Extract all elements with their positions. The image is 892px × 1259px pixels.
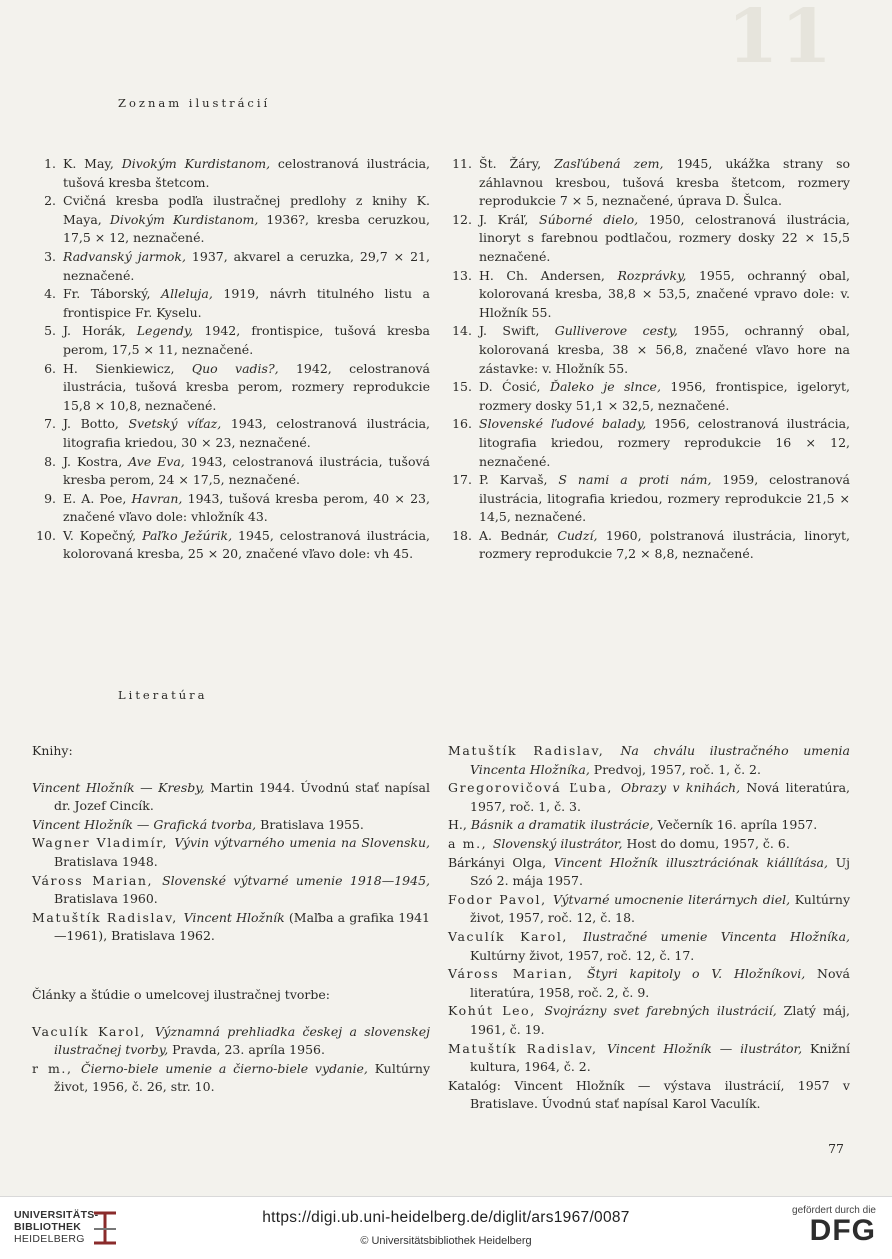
books-label: Knihy: [32,743,73,758]
plain-text: J. Kostra, [63,453,129,469]
permalink-url[interactable]: https://digi.ub.uni-heidelberg.de/diglit/ars1967/0087 [262,1209,630,1226]
plain-text: Fr. Táborský, [63,286,162,302]
title-text: Slovenské ľudové balady, [479,416,647,432]
plain-text: Host do domu, 1957, č. 6. [622,835,790,851]
entry-number: 17. [452,472,472,488]
plain-text: J. Kráľ, [479,211,540,227]
entry-number: 12. [452,211,472,227]
entry-number: 10. [36,527,56,543]
bibliography-entry [448,1077,850,1114]
title-text: Obrazy v knihách, [620,780,741,796]
bibliography-entry [32,872,430,909]
illustration-entry [32,453,430,490]
dfg-logo [792,1205,876,1246]
author-text: Váross Marian, [32,872,163,888]
entry-number: 16. [452,416,472,432]
bibliography-entry [448,854,850,891]
author-text: Gregorovičová Ľuba, [448,780,621,796]
literature-heading: Literatúra [118,688,208,702]
illustration-entry [448,471,850,527]
plain-text: 1945, ukážka strany so záhlavnou kresbou, tušová kresba štetcom, rozmery reprodukcie 7 × 5, neznačené, úprava D. Šulca. [479,156,851,209]
illustration-entry [32,490,430,527]
title-text: Zasľúbená zem, [554,156,664,171]
plain-text: celostranová ilustrácia, tušová kresba štetcom. [63,156,431,190]
plain-text: 1936?, kresba ceruzkou, 17,5 × 12, neznačené. [63,211,430,246]
literature-left-column [32,742,430,1097]
plain-text: E. A. Poe, [63,490,132,506]
plain-text: 1950, celostranová ilustrácia, linoryt s farebnou podtlačou, rozmery dosky 22 × 15,5 neznačené. [479,211,850,264]
illustration-entry [448,155,850,211]
plain-text: 1956, frontispice, igeloryt, rozmery dosky 51,1 × 32,5, neznačené. [479,379,850,413]
plain-text: V. Kopečný, [63,527,143,543]
plain-text: Pravda, 23. apríla 1956. [168,1042,325,1058]
illustration-entry [448,415,850,471]
plain-text: D. Ćosić, [479,379,550,395]
plain-text: Št. Žáry, [479,156,555,171]
title-text: Havran, [131,490,183,506]
bibliography-entry [448,742,850,779]
illustrations-left-column [32,155,430,564]
copyright-notice: © Universitätsbibliothek Heidelberg [360,1235,532,1247]
funded-by-text: gefördert durch die [792,1205,876,1216]
plain-text: H. Ch. Andersen, [479,267,618,283]
plain-text: Zlatý máj, 1961, č. 19. [470,1003,850,1037]
plain-text: Nová literatúra, 1957, roč. 1, č. 3. [470,780,851,814]
title-text: Vincent Hložník — ilustrátor, [607,1040,803,1056]
entry-number: 1. [44,156,56,171]
plain-text: 1960, polstranová ilustrácia, linoryt, rozmery reprodukcie 7,2 × 8,8, neznačené. [479,527,850,562]
plain-text: Večerník 16. apríla 1957. [653,817,818,833]
bibliography-entry [32,1060,430,1097]
entry-number: 9. [44,490,56,506]
bibliography-entry [32,909,430,946]
plain-text: Kultúrny život, 1957, roč. 12, č. 18. [470,891,851,926]
plain-text: J. Swift, [479,323,555,339]
illustration-entry [32,155,430,192]
title-text: Divokým Kurdistanom, [109,211,259,227]
entry-number: 14. [452,323,472,339]
plain-text: K. May, [63,156,122,171]
entry-number: 15. [452,379,472,395]
illustration-entry [448,322,850,378]
title-text: Divokým Kurdistanom, [121,156,271,171]
title-text: Ilustračné umenie Vincenta Hložníka, [582,928,850,944]
page-number: 77 [828,1141,844,1156]
title-text: Alleluja, [161,286,213,302]
illustrations-heading: Zoznam ilustrácií [118,96,271,110]
plain-text: Bárkányi Olga, [448,854,554,870]
illustration-entry [32,360,430,416]
illustration-entry [448,211,850,267]
author-text: a m., [448,835,493,851]
title-text: Slovenské výtvarné umenie 1918—1945, [162,872,430,888]
books-list [32,779,430,946]
bibliography-entry [448,965,850,1002]
plain-text: Katalóg: Vincent Hložník — výstava ilustrácií, 1957 v Bratislave. Úvodnú stať napísal Karol Vaculík. [448,1077,850,1112]
title-text: Výtvarné umocnenie literárnych diel, [552,891,791,907]
title-text: Quo vadis?, [191,360,279,376]
title-text: Legendy, [136,323,194,339]
title-text: S nami a proti nám, [558,472,712,488]
illustration-entry [32,322,430,359]
plain-text: 1943, tušová kresba perom, 40 × 23, značené vľavo dole: vhložník 43. [63,490,430,525]
plain-text: 1942, celostranová ilustrácia, tušová kresba perom, rozmery reprodukcie 15,8 × 10,8, neznačené. [63,360,431,413]
title-text: Na chválu ilustračného umenia Vincenta Hložníka, [470,743,850,777]
plain-text: H. Sienkiewicz, [63,360,192,376]
title-text: Radvanský jarmok, [63,248,186,264]
title-text: Ďaleko je slnce, [549,379,661,395]
plain-text: Martin 1944. Úvodnú stať napísal dr. Jozef Cincík. [54,779,430,814]
bibliography-entry [448,1040,850,1077]
plain-text: Knižní kultura, 1964, č. 2. [470,1040,851,1075]
author-text: Vaculík Karol, [32,1023,155,1039]
bibliography-entry [448,928,850,965]
illustration-entry [448,527,850,564]
plain-text: 1943, celostranová ilustrácia, tušová kresba perom, 24 × 17,5, neznačené. [63,453,430,488]
plain-text: 1955, ochranný obal, kolorovaná kresba, 38 × 56,8, značené vľavo hore na zástavke: v. Hložník 55. [479,323,851,376]
title-text: Významná prehliadka českej a slovenskej ilustračnej tvorby, [54,1023,430,1058]
plain-text: A. Bednár, [479,527,558,543]
title-text: Paľko Ježúrik, [142,527,233,543]
illustration-entry [32,527,430,564]
entry-number: 4. [44,286,56,302]
bibliography-entry [32,779,430,816]
bibliography-entry [448,779,850,816]
logo-line-3: HEIDELBERG [14,1233,85,1245]
bibliography-entry [448,816,850,835]
entry-number: 5. [44,323,56,339]
title-text: Čierno-biele umenie a čierno-biele vydanie, [81,1060,368,1076]
entry-number: 18. [452,527,472,543]
bibliography-entry [32,1023,430,1060]
plain-text: P. Karvaš, [479,472,559,488]
author-text: Matuštík Radislav, [448,1040,608,1056]
author-text: r m., [32,1060,81,1076]
title-text: Gulliverove cesty, [554,323,678,339]
title-text: Súborné dielo, [539,211,639,227]
plain-text: Bratislava 1955. [256,816,364,832]
author-text: Kohút Leo, [448,1003,545,1019]
plain-text: Bratislava 1948. [54,853,158,869]
plain-text: Kultúrny život, 1956, č. 26, str. 10. [54,1060,431,1095]
plain-text: Uj Szó 2. mája 1957. [470,854,851,889]
entry-number: 6. [44,360,56,376]
author-text: Fodor Pavol, [448,891,553,907]
plain-text: H., [448,817,471,833]
bibliography-entry [32,816,430,835]
title-text: Svetský víťaz, [128,416,222,432]
logo-line-2: BIBLIOTHEK [14,1221,82,1233]
bibliography-entry [448,1002,850,1039]
entry-number: 11. [452,156,472,171]
plain-text: (Maľba a grafika 1941—1961), Bratislava 1962. [54,909,431,944]
title-text: Cudzí, [557,527,598,543]
entry-number: 13. [452,267,472,283]
illustrations-right-column [448,155,850,564]
title-text: Ave Eva, [128,453,185,469]
articles-list [32,1023,430,1097]
entry-number: 3. [44,248,56,264]
bibliography-entry [32,834,430,871]
author-text: Matuštík Radislav, [32,909,184,925]
illustration-entry [448,267,850,323]
plain-text: Predvoj, 1957, roč. 1, č. 2. [589,761,761,777]
plain-text: 1945, celostranová ilustrácia, kolorovaná kresba, 25 × 20, značené vľavo dole: vh 45. [63,527,430,562]
illustration-entry [32,248,430,285]
plain-text: 1943, celostranová ilustrácia, litografia kriedou, 30 × 23, neznačené. [63,416,430,450]
plain-text: 1919, návrh titulného listu a frontispice Fr. Kyselu. [63,286,431,320]
bleed-through-mark: 11 [727,0,834,80]
title-text: Vincent Hložník — Kresby, [32,779,205,795]
title-text: Vincent Hložník [183,909,285,925]
title-text: Vincent Hložník illusztrációnak kiállítása, [553,854,828,870]
title-text: Básnik a dramatik ilustrácie, [470,817,654,833]
author-text: Matuštík Radislav, [448,743,621,758]
entry-number: 7. [44,416,56,432]
illustration-entry [32,192,430,248]
illustration-entry [448,378,850,415]
plain-text: 1959, celostranová ilustrácia, litografia kriedou, rozmery reprodukcie 21,5 × 14,5, neznačené. [479,472,850,525]
articles-label: Články a štúdie o umelcovej ilustračnej tvorbe: [32,986,330,1002]
title-text: Slovenský ilustrátor, [492,835,623,851]
entry-number: 2. [44,193,56,209]
plain-text: 1956, celostranová ilustrácia, litografia kriedou, rozmery reprodukcie 16 × 12, neznačené. [479,416,850,469]
plain-text: Bratislava 1960. [54,891,158,907]
title-text: Rozprávky, [617,267,687,283]
illustration-entry [32,415,430,452]
author-text: Vaculík Karol, [448,928,583,944]
dfg-wordmark: DFG [809,1214,876,1247]
title-text: Svojrázny svet farebných ilustrácií, [544,1003,777,1019]
bibliography-entry [448,835,850,854]
entry-number: 8. [44,453,56,469]
title-text: Vývin výtvarného umenia na Slovensku, [174,835,430,851]
author-text: Wagner Vladimír, [32,835,175,851]
logo-line-1: UNIVERSITÄTS- [14,1209,99,1221]
plain-text: Kultúrny život, 1957, roč. 12, č. 17. [470,947,695,963]
bibliography-entry [448,891,850,928]
plain-text: J. Botto, [63,416,129,432]
plain-text: Nová literatúra, 1958, roč. 2, č. 9. [470,966,851,1000]
title-text: Vincent Hložník — Grafická tvorba, [32,816,257,832]
footer-bar [0,1196,892,1259]
plain-text: 1942, frontispice, tušová kresba perom, 17,5 × 11, neznačené. [63,323,430,357]
illustration-entry [32,285,430,322]
plain-text: Cvičná kresba podľa ilustračnej predlohy z knihy K. Maya, [63,193,430,227]
plain-text: J. Horák, [63,323,137,339]
title-text: Štyri kapitoly o V. Hložníkovi, [587,966,806,982]
plain-text: 1955, ochranný obal, kolorovaná kresba, 38,8 × 53,5, značené vpravo dole: v. Hložník 55. [479,267,850,320]
plain-text: 1937, akvarel a ceruzka, 29,7 × 21, neznačené. [63,248,430,283]
author-text: Váross Marian, [448,966,588,982]
literature-right-column [448,742,850,1114]
